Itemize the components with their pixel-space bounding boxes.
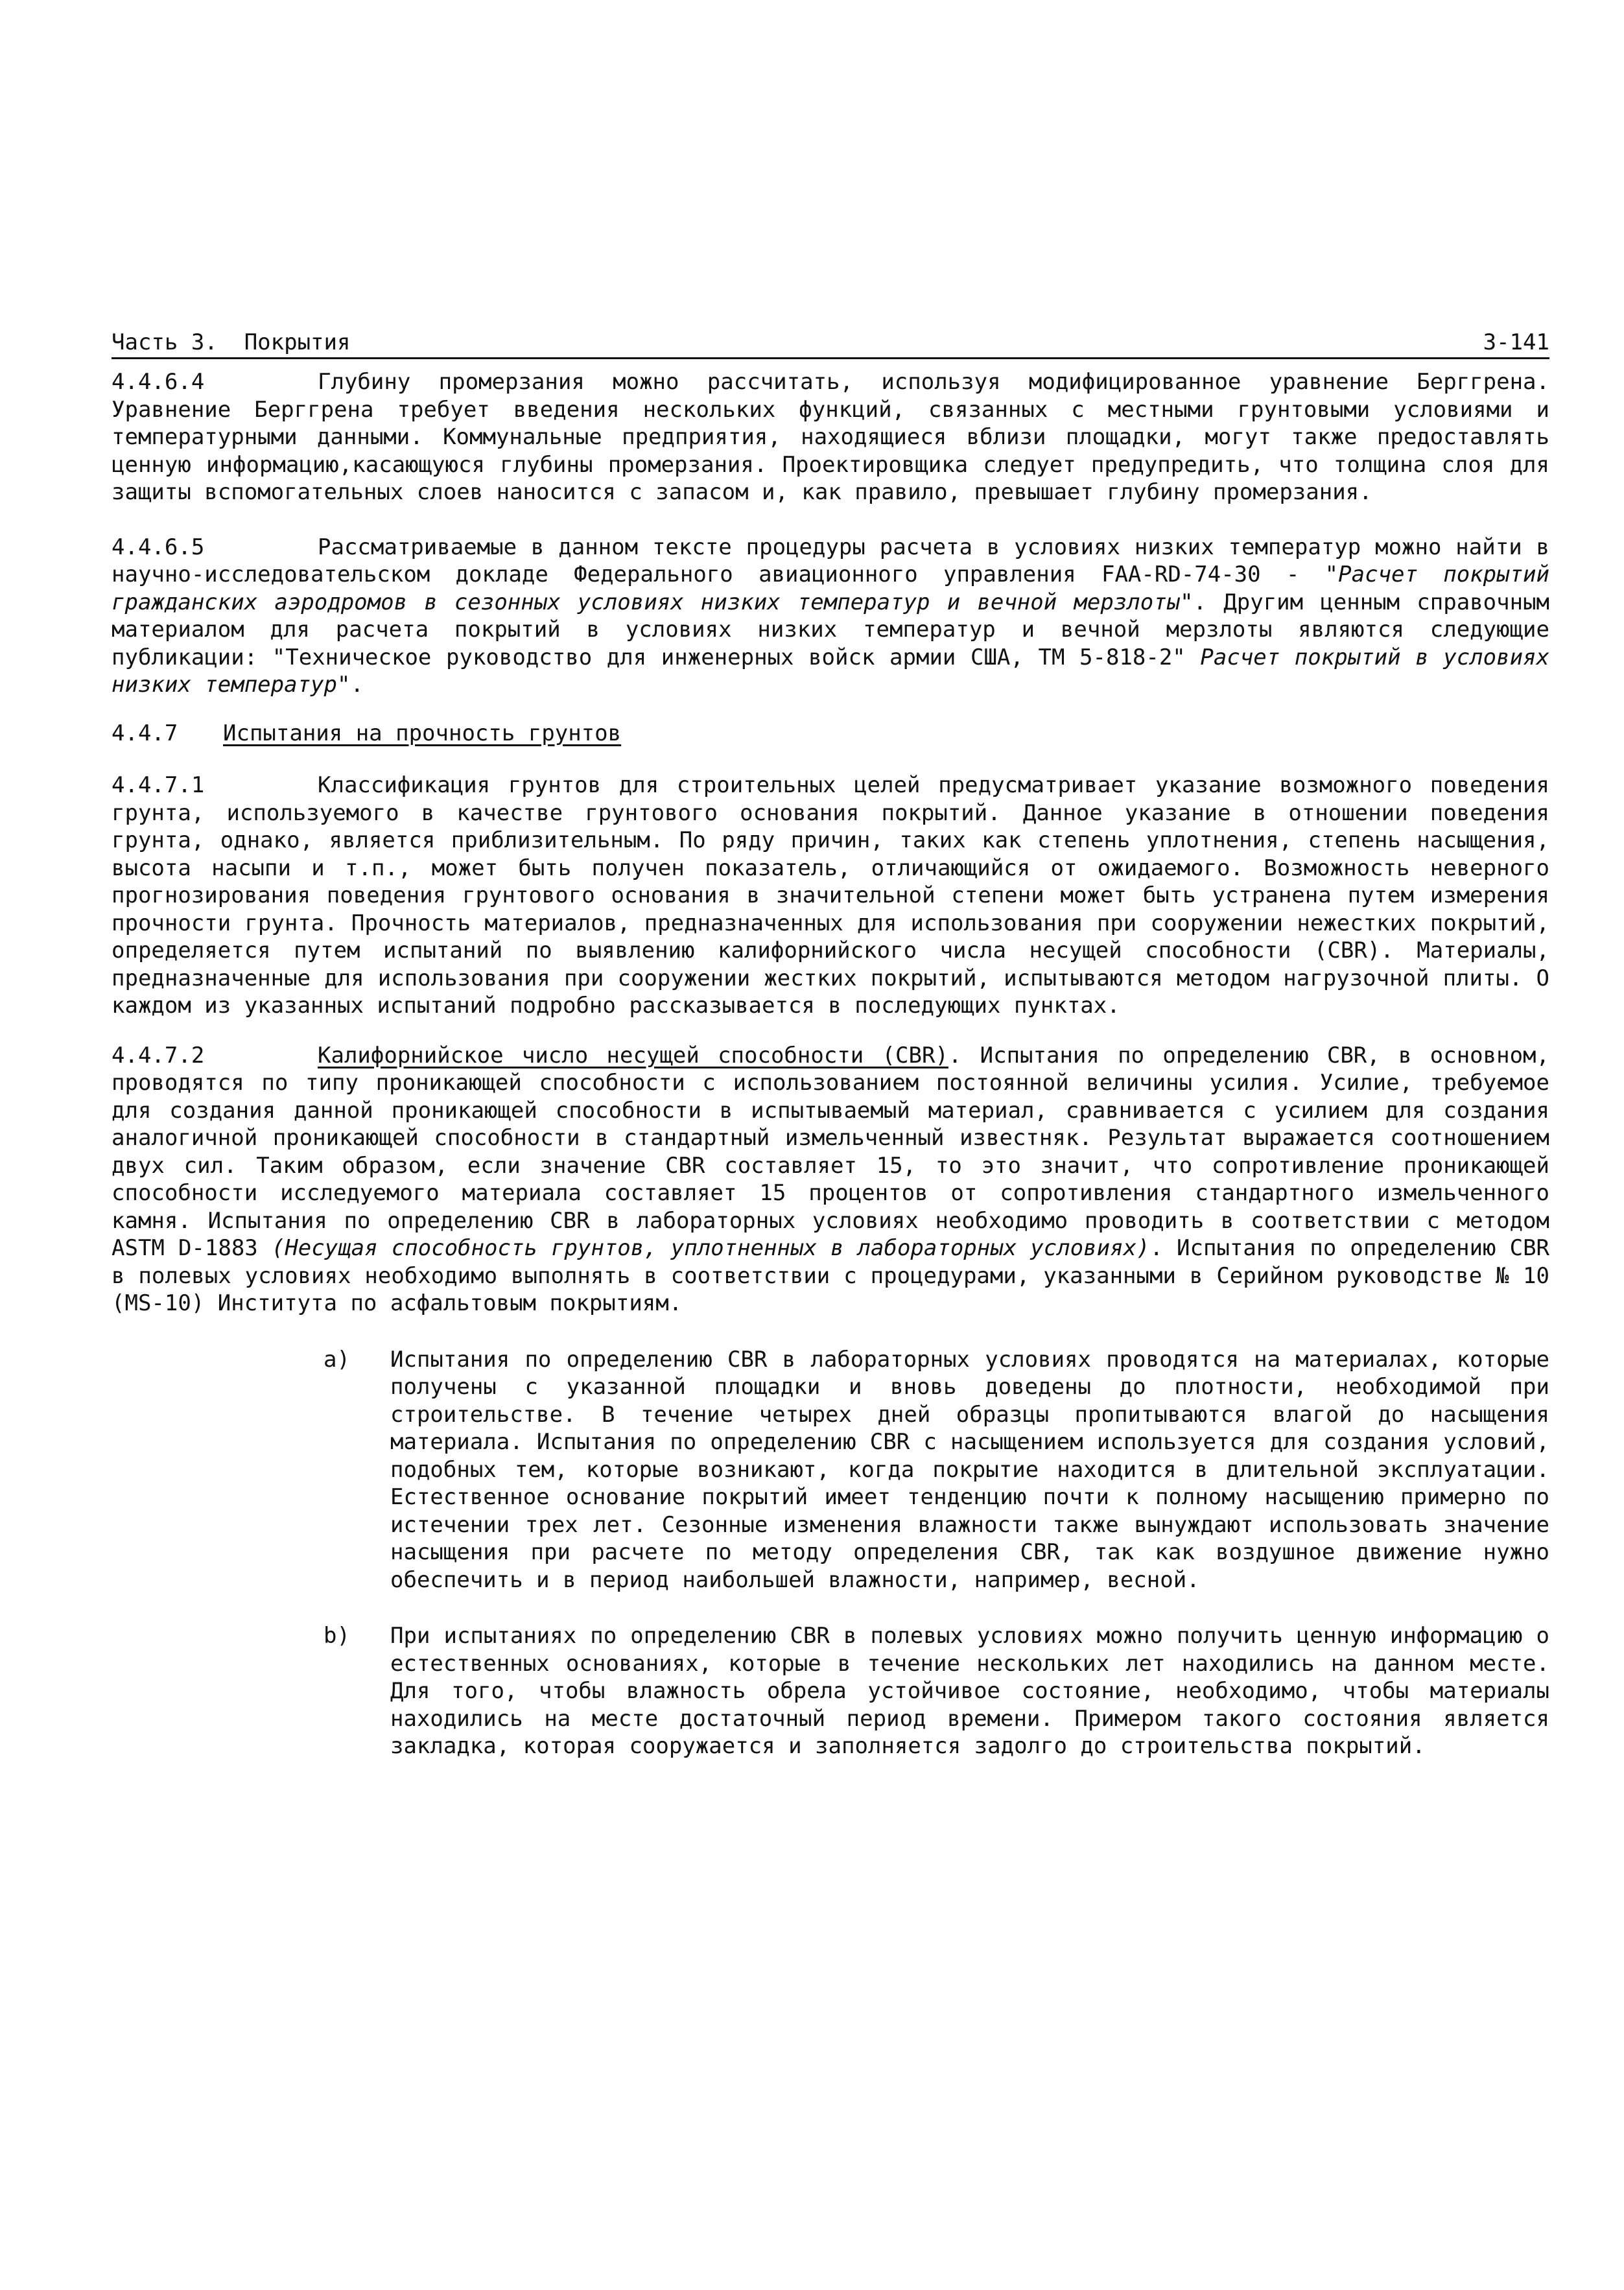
paragraph-number: 4.4.7.2 xyxy=(112,1042,205,1068)
paragraph-4-4-6-4 xyxy=(112,368,1549,506)
heading-4-4-7 xyxy=(112,720,1549,748)
heading-number: 4.4.7 xyxy=(112,720,178,746)
heading-title: Испытания на прочность грунтов xyxy=(223,720,622,746)
section-title: Часть 3. Покрытия xyxy=(112,329,351,355)
paragraph-text: . Испытания по определению CBR, в основном, проводятся по типу проникающей способности с использованием постоянной величины усилия. Усилие, требуемое для создания данной проникающей способности в испытываемый материал, сравнивается с усилием для создания аналогичной проникающей способности в стандартный измельченный известняк. Результат выражается соотношением двух сил. Таким образом, если значение CBR составляет 15, то это значит, что сопротивление проникающей способности исследуемого материала составляет 15 процентов от сопротивления стандартного измельченного камня. Испытания по определению CBR в лабораторных условиях необходимо проводить в соответствии с методом ASTM D-1883 xyxy=(112,1042,1550,1261)
list-marker: a) xyxy=(324,1346,350,1373)
publication-title: "Расчет покрытий гражданских аэродромов в сезонных условиях низких температур и вечной мерзлоты" xyxy=(112,561,1549,615)
list-marker: b) xyxy=(324,1623,350,1649)
paragraph-number: 4.4.6.4 xyxy=(112,369,205,395)
paragraph-text: . xyxy=(350,672,364,698)
paragraph-4-4-7-1 xyxy=(112,772,1549,1020)
page-header xyxy=(112,327,1549,359)
paragraph-number: 4.4.6.5 xyxy=(112,534,205,560)
paragraph-4-4-6-5 xyxy=(112,534,1549,699)
standard-title: (Несущая способность грунтов, уплотненных в лабораторных условиях) xyxy=(271,1235,1150,1261)
page-number: 3-141 xyxy=(1483,329,1549,355)
list-item-b xyxy=(112,1622,1549,1760)
list-item-text: Испытания по определению CBR в лабораторных условиях проводятся на материалах, которые получены с указанной площадки и вновь доведены до плотности, необходимой при строительстве. В течение четырех дней образцы пропитываются влагой до насыщения материала. Испытания по определению CBR с насыщением используется для создания условий, подобных тем, которые возникают, когда покрытие находится в длительной эксплуатации. Естественное основание покрытий имеет тенденцию почти к полному насыщению примерно по истечении трех лет. Сезонные изменения влажности также вынуждают использовать значение насыщения при расчете по методу определения CBR, так как воздушное движение нужно обеспечить и в период наибольшей влажности, например, весной. xyxy=(390,1346,1549,1593)
paragraph-title: Калифорнийское число несущей способности (CBR) xyxy=(318,1042,948,1068)
paragraph-4-4-7-2 xyxy=(112,1042,1549,1317)
list-item-a xyxy=(112,1346,1549,1594)
paragraph-text: Рассматриваемые в данном тексте процедуры расчета в условиях низких температур можно найти в научно-исследовательском докладе Федерального авиационного управления FAA-RD-74-30 - xyxy=(112,534,1549,587)
paragraph-text: . Испытания по определению CBR в полевых условиях необходимо выполнять в соответствии с процедурами, указанными в Серийном руководстве № 10 (MS-10) Института по асфальтовым покрытиям. xyxy=(112,1235,1550,1316)
paragraph-text: . Другим ценным справочным материалом для расчета покрытий в условиях низких температур и вечной мерзлоты являются следующие публикации: "Техническое руководство для инженерных войск армии США, ТМ 5-818-2" xyxy=(112,589,1550,670)
publication-title: Расчет покрытий в условиях низких температур" xyxy=(112,644,1549,698)
paragraph-text: Глубину промерзания можно рассчитать, используя модифицированное уравнение Берггрена. Уравнение Берггрена требует введения нескольких функций, связанных с местными грунтовыми условиями и температурными данными. Коммунальные предприятия, находящиеся вблизи площадки, могут также предоставлять ценную информацию,касающуюся глубины промерзания. Проектировщика следует предупредить, что толщина слоя для защиты вспомогательных слоев наносится с запасом и, как правило, превышает глубину промерзания. xyxy=(112,369,1549,505)
paragraph-number: 4.4.7.1 xyxy=(112,772,205,798)
document-page xyxy=(112,327,1549,1760)
paragraph-text: Классификация грунтов для строительных целей предусматривает указание возможного поведения грунта, используемого в качестве грунтового основания покрытий. Данное указание в отношении поведения грунта, однако, является приблизительным. По ряду причин, таких как степень уплотнения, степень насыщения, высота насыпи и т.п., может быть получен показатель, отличающийся от ожидаемого. Возможность неверного прогнозирования поведения грунтового основания в значительной степени может быть устранена путем измерения прочности грунта. Прочность материалов, предназначенных для использования при сооружении нежестких покрытий, определяется путем испытаний по выявлению калифорнийского числа несущей способности (CBR). Материалы, предназначенные для использования при сооружении жестких покрытий, испытываются методом нагрузочной плиты. О каждом из указанных испытаний подробно рассказывается в последующих пунктах. xyxy=(112,772,1549,1019)
list-item-text: При испытаниях по определению CBR в полевых условиях можно получить ценную информацию о естественных основаниях, которые в течение нескольких лет находились на данном месте. Для того, чтобы влажность обрела устойчивое состояние, необходимо, чтобы материалы находились на месте достаточный период времени. Примером такого состояния является закладка, которая сооружается и заполняется задолго до строительства покрытий. xyxy=(390,1623,1549,1759)
